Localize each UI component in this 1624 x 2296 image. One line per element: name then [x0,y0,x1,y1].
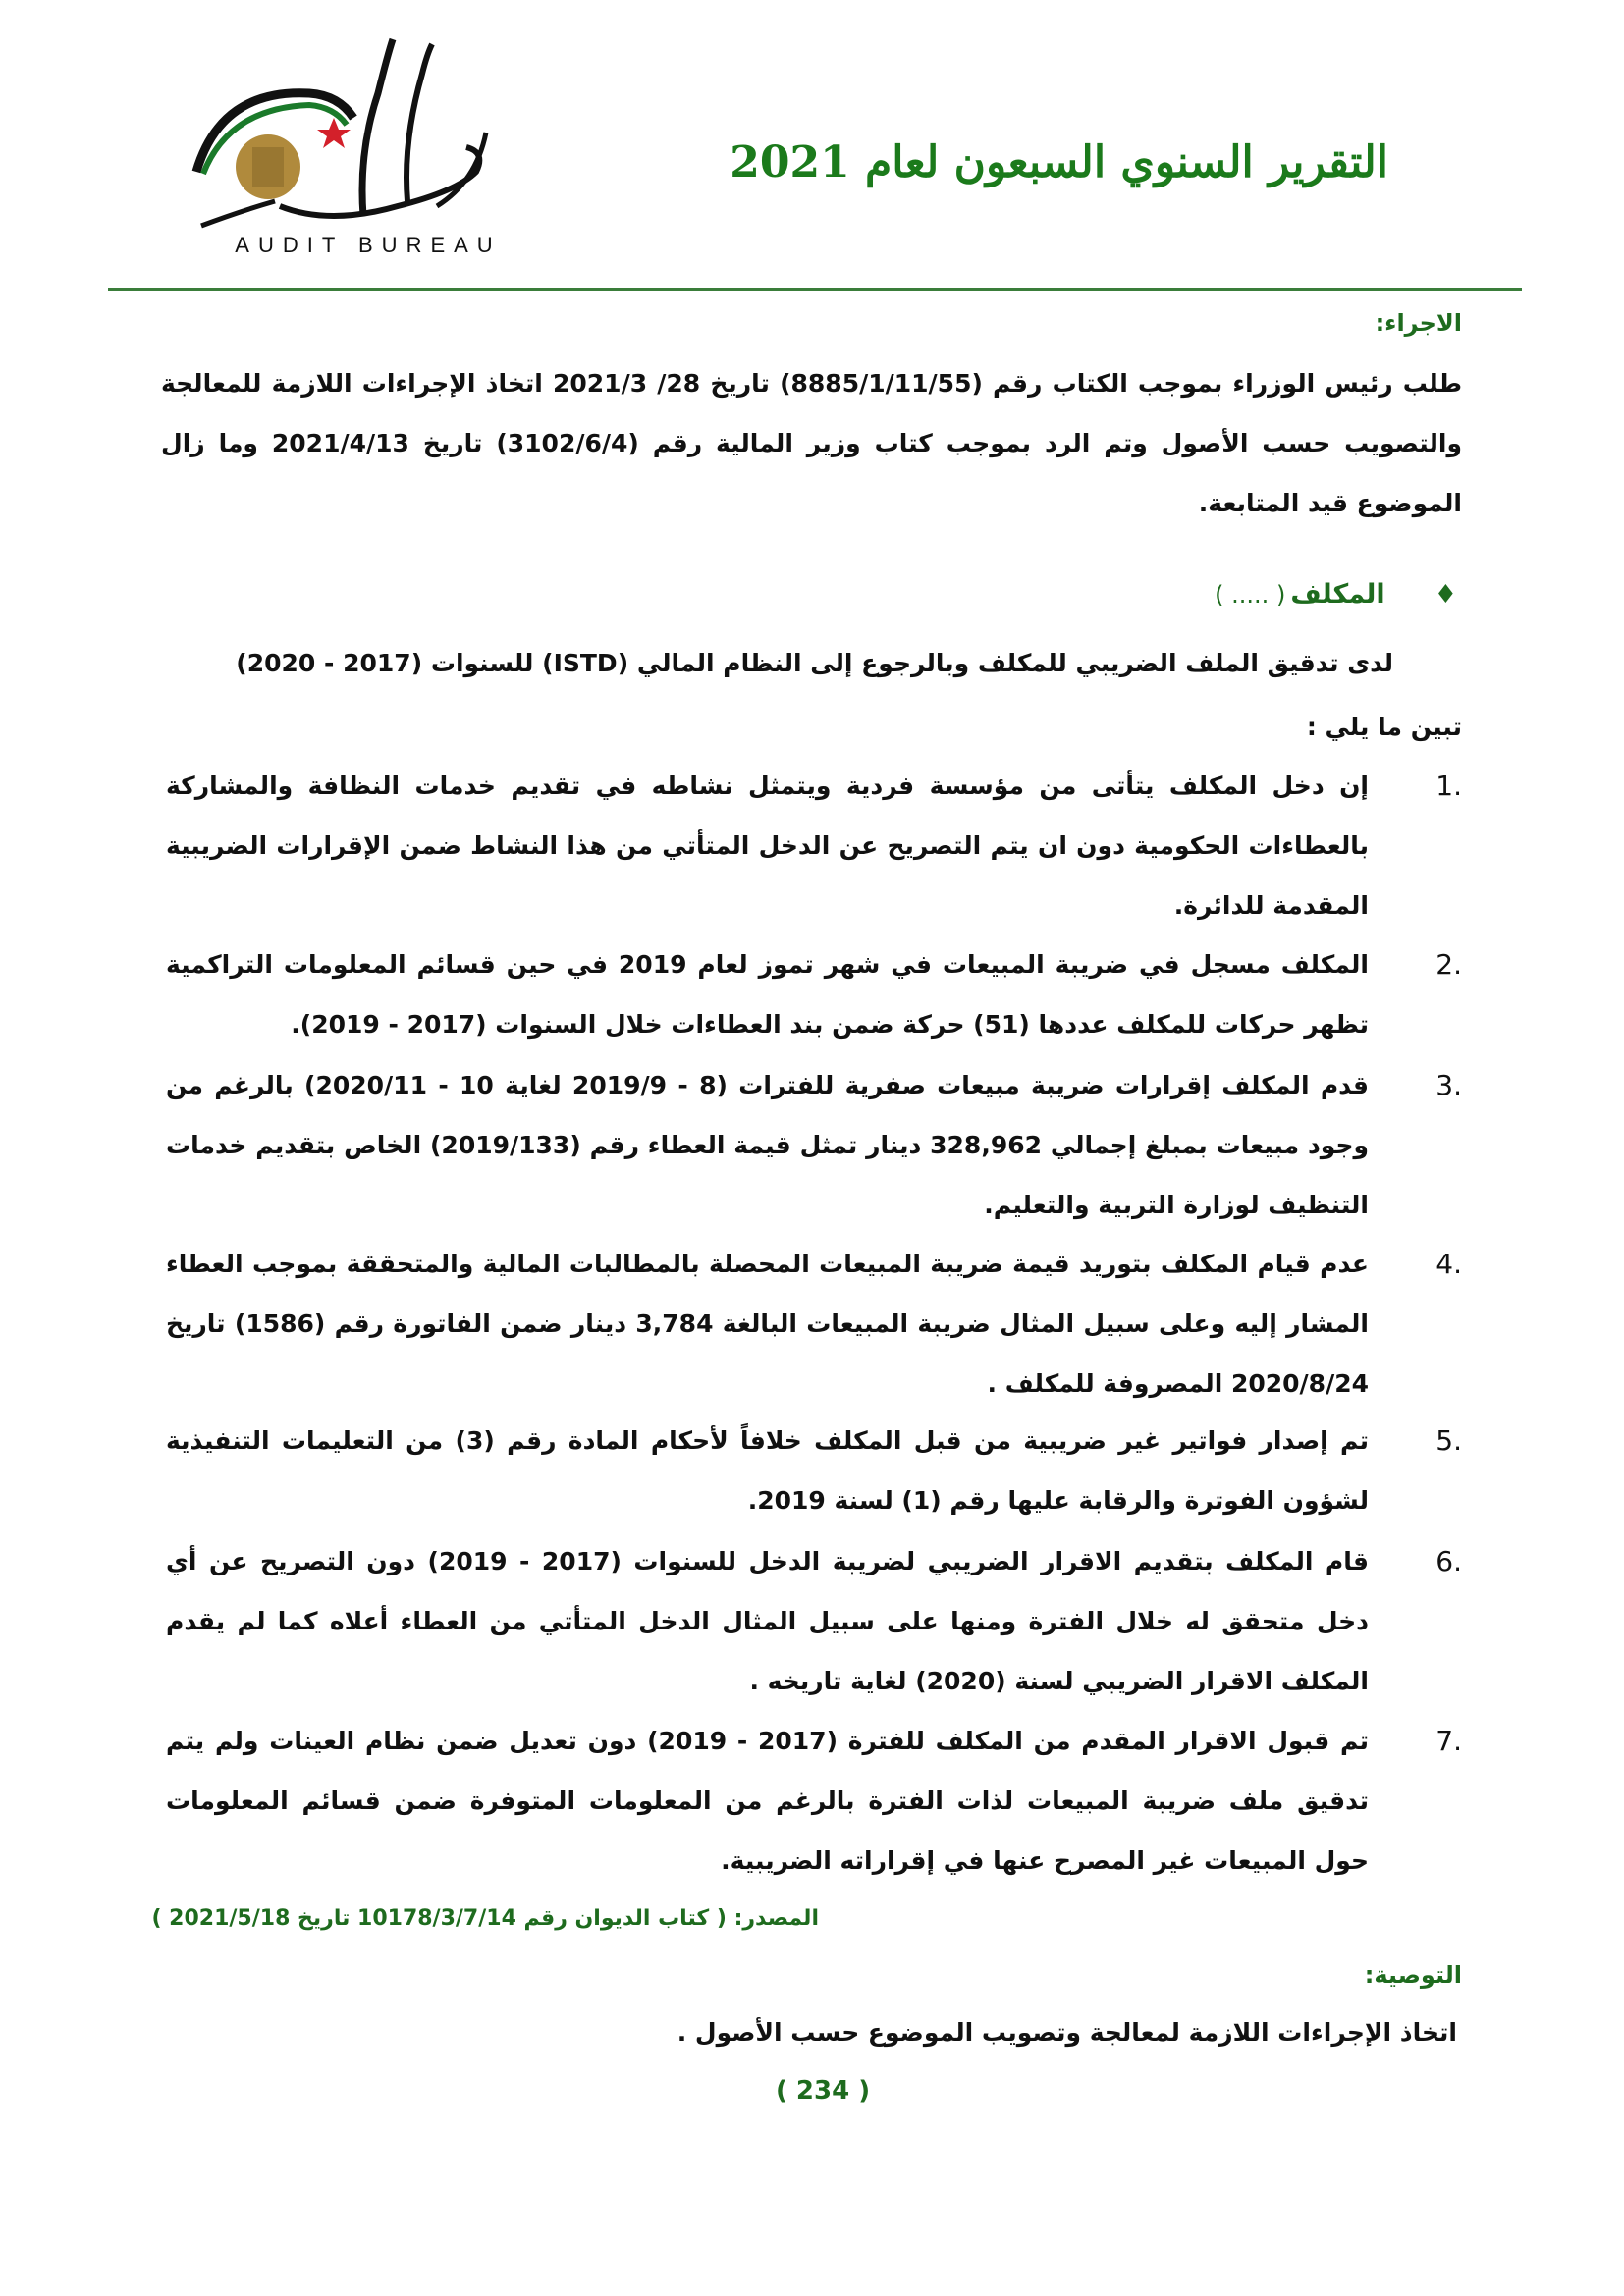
finding-item [166,1234,1462,1414]
finding-text: تم إصدار فواتير غير ضريبية من قبل المكلف خلافاً لأحكام المادة رقم (3) من التعليمات التنفيذية لشؤون الفوترة والرقابة عليها رقم (1) لسنة 2019. [166,1426,1370,1515]
page-number: ( 234 ) [776,2076,871,2106]
taxpayer-intro-2: تبين ما يلي : [1306,713,1462,741]
audit-bureau-logo [182,34,555,260]
finding-number: 6. [1435,1545,1462,1577]
finding-number: 1. [1435,770,1462,802]
procedure-heading: الاجراء: [1375,309,1462,337]
finding-number: 4. [1435,1248,1462,1280]
finding-number: 5. [1435,1424,1462,1457]
finding-item [166,934,1462,1054]
recommendation-text: اتخاذ الإجراءات اللازمة لمعالجة وتصويب الموضوع حسب الأصول . [677,2018,1457,2047]
finding-text: قام المكلف بتقديم الاقرار الضريبي لضريبة الدخل للسنوات (2017 - 2019) دون التصريح عن أي دخل متحقق له خلال الفترة ومنها على سبيل المثال الدخل المتأتي من العطاء أعلاه كما لم يقدم المكلف الاقرار الضريبي لسنة (2020) لغاية تاريخه . [166,1547,1369,1695]
finding-number: 2. [1435,948,1462,981]
logo-text-en: AUDIT BUREAU [235,233,502,257]
diamond-bullet-icon: ♦ [1434,579,1457,610]
taxpayer-name-placeholder: ( ..... ) [1215,580,1286,609]
logo-emblem-icon [182,34,555,260]
finding-number: 3. [1435,1069,1462,1101]
taxpayer-heading-row [1215,579,1457,610]
finding-item [166,1531,1462,1711]
finding-text: تم قبول الاقرار المقدم من المكلف للفترة (2017 - 2019) دون تعديل ضمن نظام العينات ولم يتم تدقيق ملف ضريبة المبيعات لذات الفترة بالرغم من المعلومات المتوفرة ضمن قسائم المعلومات حول المبيعات غير المصرح عنها في إقراراته الضريبية. [166,1727,1369,1875]
finding-item [166,1411,1462,1530]
source-reference: المصدر: ( كتاب الديوان رقم 10178/3/7/14 تاريخ 2021/5/18 ) [151,1906,819,1931]
finding-text: إن دخل المكلف يتأتى من مؤسسة فردية ويتمثل نشاطه في تقديم خدمات النظافة والمشاركة بالعطاءات الحكومية دون ان يتم التصريح عن الدخل المتأتي من هذا النشاط ضمن الإقرارات الضريبية المقدمة للدائرة. [166,772,1369,920]
finding-number: 7. [1435,1725,1462,1757]
finding-item [166,1711,1462,1891]
report-title: التقرير السنوي السبعون لعام 2021 [730,137,1388,187]
header-divider [108,288,1522,291]
finding-item [166,1055,1462,1235]
taxpayer-intro: لدى تدقيق الملف الضريبي للمكلف وبالرجوع إلى النظام المالي (ISTD) للسنوات (2017 - 2020) [236,649,1393,677]
recommendation-heading: التوصية: [1364,1961,1462,1989]
finding-item [166,756,1462,935]
finding-text: قدم المكلف إقرارات ضريبة مبيعات صفرية للفترات (8 - 2019/9 لغاية 10 - 2020/11) بالرغم من وجود مبيعات بمبلغ إجمالي 328,962 دينار تمثل قيمة العطاء رقم (2019/133) الخاص بتقديم خدمات التنظيف لوزارة التربية والتعليم. [166,1071,1370,1219]
finding-text: عدم قيام المكلف بتوريد قيمة ضريبة المبيعات المحصلة بالمطالبات المالية والمتحققة بموجب العطاء المشار إليه وعلى سبيل المثال ضريبة المبيعات البالغة 3,784 دينار ضمن الفاتورة رقم (1586) تاريخ 2020/8/24 المصروفة للمكلف . [166,1250,1370,1398]
taxpayer-heading: المكلف [1290,579,1385,610]
procedure-text: طلب رئيس الوزراء بموجب الكتاب رقم (8885/1/11/55) تاريخ 28/ 2021/3 اتخاذ الإجراءات اللازمة للمعالجة والتصويب حسب الأصول وتم الرد بموجب كتاب وزير المالية رقم (3102/6/4) تاريخ 2021/4/13 وما زال الموضوع قيد المتابعة. [161,369,1462,517]
finding-text: المكلف مسجل في ضريبة المبيعات في شهر تموز لعام 2019 في حين قسائم المعلومات التراكمية تظهر حركات للمكلف عددها (51) حركة ضمن بند العطاءات خلال السنوات (2017 - 2019). [166,950,1370,1039]
